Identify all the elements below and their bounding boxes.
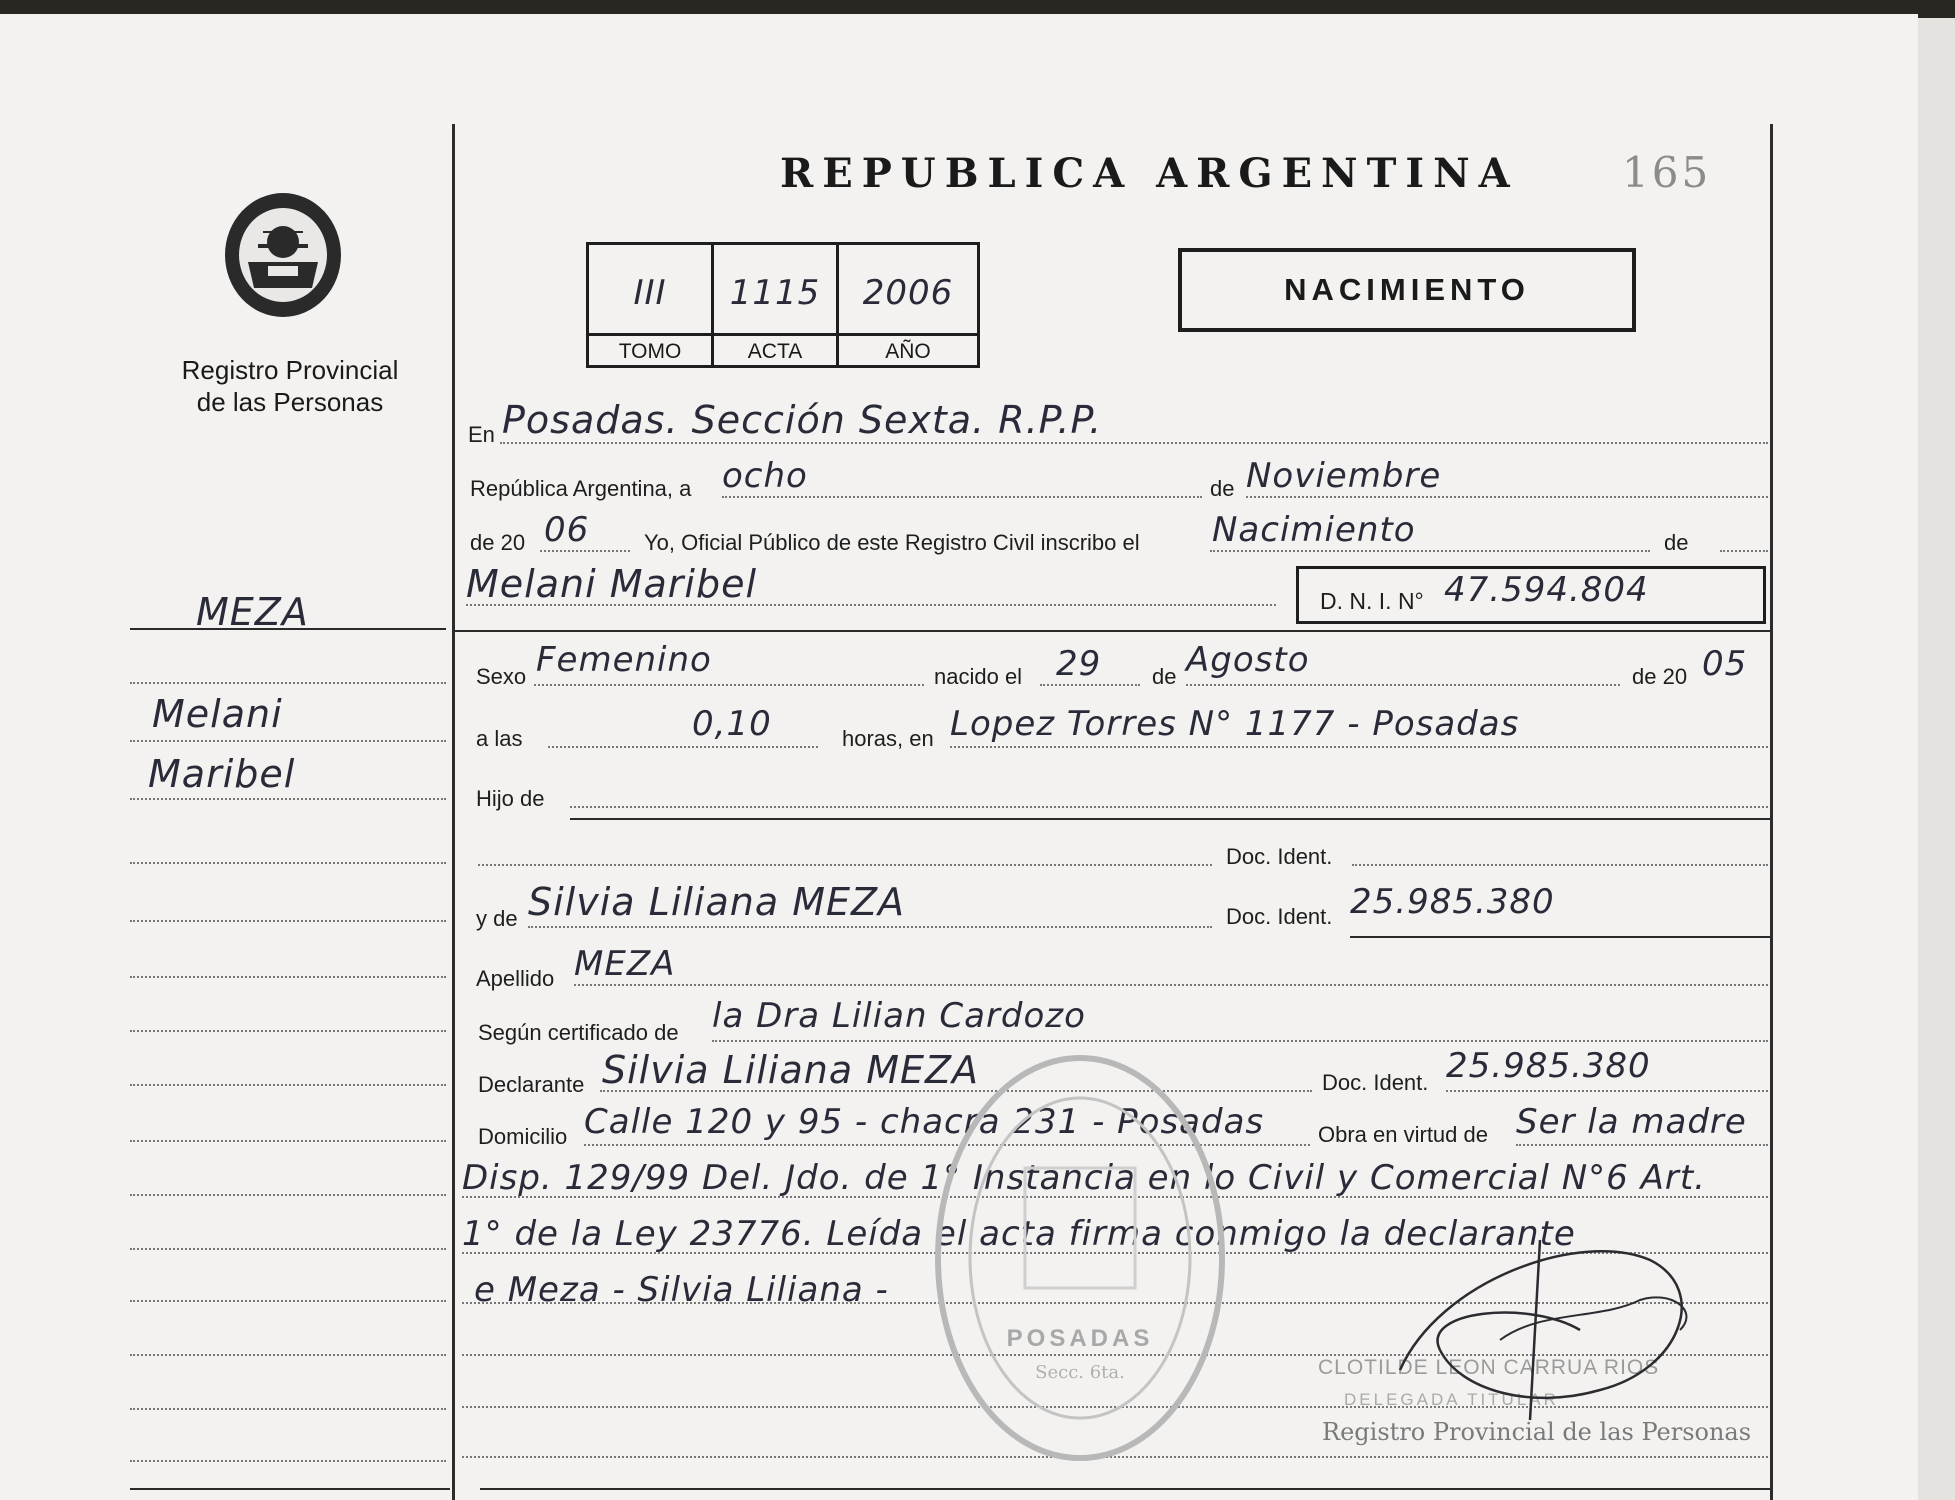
month-line (1246, 496, 1768, 498)
declarante-doc-line (1446, 1090, 1768, 1092)
madre-doc-line (1350, 936, 1770, 938)
year-value: 06 (544, 510, 590, 550)
note-line-1: Disp. 129/99 Del. Jdo. de 1° Instancia en lo Civil y Comercial N°6 Art. (462, 1158, 1706, 1198)
margin-given-name-2: Maribel (148, 752, 296, 796)
en-label: En (468, 422, 495, 447)
margin-line (130, 682, 446, 684)
right-border-line (1770, 124, 1773, 1500)
acta-value: 1115 (729, 273, 821, 313)
birth-month-de-label: de (1152, 664, 1177, 689)
provincial-seal-logo (218, 184, 348, 326)
official-title: DELEGADA TITULAR (1344, 1390, 1559, 1409)
en-value: Posadas. Sección Sexta. R.P.P. (502, 398, 1103, 442)
inscribe-de-label: de (1664, 530, 1689, 555)
margin-line (130, 1408, 446, 1410)
official-registry: Registro Provincial de las Personas (1322, 1418, 1752, 1446)
margin-bottom-line (130, 1488, 450, 1490)
certificado-line (712, 1040, 1768, 1042)
father-doc-number-line (1352, 864, 1768, 866)
organization-name (160, 354, 420, 418)
horas-label: horas, en (842, 726, 934, 751)
official-stamp (930, 1048, 1230, 1468)
birth-month-line (1186, 684, 1620, 686)
obra-value: Ser la madre (1516, 1102, 1747, 1142)
obra-label: Obra en virtud de (1318, 1122, 1488, 1147)
margin-line (130, 1248, 446, 1250)
hijo-line (570, 806, 1768, 808)
dni-value: 47.594.804 (1444, 570, 1649, 610)
madre-line (528, 926, 1212, 928)
inscribe-line (1210, 550, 1650, 552)
doc-ident-label-1: Doc. Ident. (1226, 844, 1333, 869)
declarante-value: Silvia Liliana MEZA (602, 1048, 980, 1092)
anio-cell (839, 245, 977, 333)
tomo-cell (589, 245, 714, 333)
margin-line (130, 1084, 446, 1086)
sexo-value: Femenino (536, 640, 712, 680)
margin-line (130, 1300, 446, 1302)
officer-label: Yo, Oficial Público de este Registro Civil inscribo el (644, 530, 1140, 555)
a-las-label: a las (476, 726, 523, 751)
acta-cell (714, 245, 839, 333)
declarante-doc: 25.985.380 (1446, 1046, 1651, 1086)
doc-ident-label-3: Doc. Ident. (1322, 1070, 1429, 1095)
margin-line (130, 798, 446, 800)
day-value: ocho (722, 456, 808, 496)
folio-number: 165 (1622, 148, 1712, 197)
child-name: Melani Maribel (466, 562, 758, 606)
margin-line (130, 862, 446, 864)
doc-ident-label-2: Doc. Ident. (1226, 904, 1333, 929)
madre-label: y de (476, 906, 518, 931)
domicilio-label: Domicilio (478, 1124, 568, 1149)
en-line (500, 442, 1768, 444)
stamp-city: POSADAS (1006, 1325, 1154, 1352)
margin-line (130, 1460, 446, 1462)
certificado-label: Según certificado de (478, 1020, 679, 1045)
month-de-label: de (1210, 476, 1235, 501)
sexo-line (534, 684, 924, 686)
declarante-label: Declarante (478, 1072, 585, 1097)
official-signature (1380, 1220, 1720, 1440)
year-label: de 20 (470, 530, 526, 555)
hijo-label: Hijo de (476, 786, 545, 811)
day-line (722, 496, 1202, 498)
official-name: CLOTILDE LEON CARRUA RIOS (1318, 1356, 1660, 1379)
apellido-line (574, 984, 1768, 986)
margin-line (130, 976, 446, 978)
hour-line (548, 746, 818, 748)
hour-value: 0,10 (692, 704, 772, 744)
birth-year-value: 05 (1702, 644, 1748, 684)
country-title: REPUBLICA ARGENTINA (780, 150, 1519, 197)
margin-line (130, 920, 446, 922)
month-value: Noviembre (1246, 456, 1442, 496)
note-line-3: e Meza - Silvia Liliana - (474, 1270, 889, 1310)
apellido-value: MEZA (574, 944, 676, 984)
registration-table (586, 242, 980, 368)
certificado-value: la Dra Lilian Cardozo (712, 996, 1086, 1036)
margin-divider (452, 124, 455, 1500)
margin-line (130, 1194, 446, 1196)
margin-line (130, 1030, 446, 1032)
birth-month: Agosto (1186, 640, 1310, 680)
margin-line (130, 1140, 446, 1142)
tomo-value: III (633, 273, 667, 313)
margin-line (130, 740, 446, 742)
sexo-label: Sexo (476, 664, 527, 689)
stamp-sub: Secc. 6ta. (1035, 1362, 1125, 1383)
inscribe-value: Nacimiento (1212, 510, 1416, 550)
section-divider (452, 630, 1770, 632)
domicilio-value: Calle 120 y 95 - chacra 231 - Posadas (584, 1102, 1265, 1142)
birth-day-line (1040, 684, 1140, 686)
margin-surname-line (130, 628, 446, 630)
year-line (540, 550, 630, 552)
margin-given-name-1: Melani (152, 692, 283, 736)
margin-line (130, 1354, 446, 1356)
birth-place-line (950, 746, 1768, 748)
bottom-rule (480, 1488, 1770, 1490)
anio-value: 2006 (862, 273, 954, 313)
anio-label: AÑO (839, 333, 977, 368)
apellido-label: Apellido (476, 966, 555, 991)
birth-year-label: de 20 (1632, 664, 1688, 689)
madre-doc: 25.985.380 (1350, 882, 1555, 922)
organization-line-1: Registro Provincial (181, 355, 399, 385)
birth-day: 29 (1056, 644, 1102, 684)
note-line-2: 1° de la Ley 23776. Leída el acta firma conmigo la declarante (462, 1214, 1576, 1254)
tomo-label: TOMO (589, 333, 714, 368)
inscribe-de-line (1720, 550, 1768, 552)
dni-label: D. N. I. N° (1320, 588, 1424, 614)
hijo-solid-line (570, 818, 1770, 820)
birth-place: Lopez Torres N° 1177 - Posadas (950, 704, 1520, 744)
obra-line (1516, 1144, 1768, 1146)
child-name-line (466, 604, 1276, 606)
organization-line-2: de las Personas (196, 387, 384, 417)
madre-value: Silvia Liliana MEZA (528, 880, 906, 924)
margin-surname: MEZA (196, 590, 309, 634)
father-doc-line (478, 864, 1212, 866)
acta-label: ACTA (714, 333, 839, 368)
nacido-label: nacido el (934, 664, 1023, 689)
republica-label: República Argentina, a (470, 476, 692, 501)
act-type-box: NACIMIENTO (1178, 248, 1636, 332)
